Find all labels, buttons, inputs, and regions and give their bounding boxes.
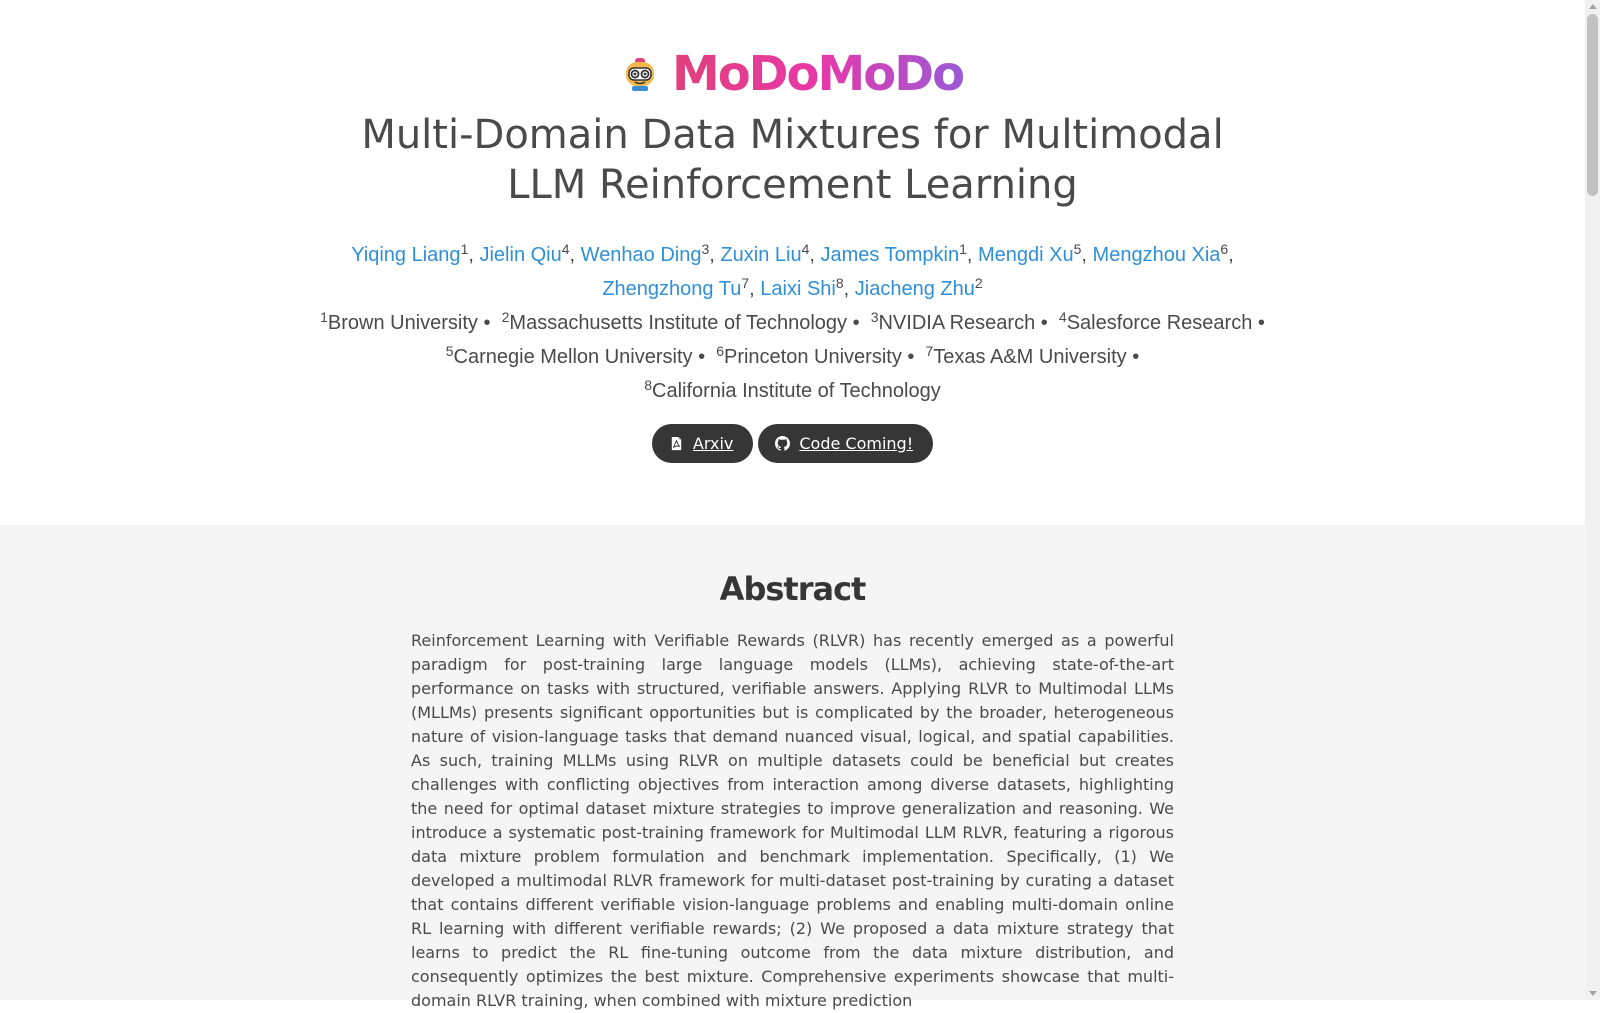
author-link[interactable]: Jiacheng Zhu (854, 278, 975, 300)
author-affiliation: 2 (974, 275, 983, 291)
arxiv-button-label: Arxiv (692, 434, 734, 453)
affiliation-number: 8 (644, 377, 653, 393)
affiliation-name: Princeton University (723, 346, 902, 368)
affiliation-number: 2 (501, 309, 510, 325)
affiliation-number: 5 (445, 343, 454, 359)
affiliation-name: Massachusetts Institute of Technology (509, 312, 848, 334)
abstract-section (0, 525, 1585, 1010)
author-affiliation: 1 (959, 241, 967, 257)
affiliation-name: Carnegie Mellon University (453, 346, 693, 368)
author-affiliation: 5 (1073, 241, 1082, 257)
author-link[interactable]: James Tompkin (820, 244, 960, 266)
abstract-heading: Abstract (719, 570, 866, 608)
author-item: Yiqing Liang$^1$, (351, 241, 480, 266)
arxiv-button[interactable] (652, 424, 753, 463)
code-button[interactable] (758, 424, 933, 463)
code-button-label: Code Coming! (799, 434, 914, 453)
author-item: Laixi Shi$^8$, (760, 275, 855, 300)
author-affiliation: 8 (835, 275, 844, 291)
affiliation-name: NVIDIA Research (878, 312, 1036, 334)
affiliation-name: Brown University (327, 312, 478, 334)
affiliation-number: 3 (870, 309, 879, 325)
author-item: Jielin Qiu$^4$, (479, 241, 581, 266)
affiliation-name: Texas A&M University (933, 346, 1127, 368)
affiliation-item: $^7$Texas A&M University • (925, 343, 1140, 368)
page-title: Multi-Domain Data Mixtures for Multimodal LLM Reinforcement Learning (361, 112, 1224, 208)
vertical-scrollbar[interactable] (1585, 0, 1600, 1000)
affiliation-item: $^2$Massachusetts Institute of Technology • (501, 309, 871, 334)
logo-text: MoDoMoDo (671, 46, 964, 102)
author-item: Zuxin Liu$^4$, (720, 241, 821, 266)
affiliation-number: 1 (320, 309, 328, 325)
author-link[interactable]: Laixi Shi (760, 278, 836, 300)
author-link[interactable]: Mengdi Xu (978, 244, 1074, 266)
author-link[interactable]: Yiqing Liang (351, 244, 461, 266)
author-affiliation: 7 (741, 275, 750, 291)
logo (0, 48, 1585, 100)
author-affiliation: 4 (801, 241, 810, 257)
author-affiliation: 3 (701, 241, 710, 257)
author-link[interactable]: Jielin Qiu (479, 244, 562, 266)
author-item (854, 275, 983, 300)
affiliation-number: 7 (925, 343, 934, 359)
affiliation-item: $^1$Brown University • (320, 309, 502, 334)
author-affiliation: 4 (561, 241, 570, 257)
scroll-up-arrow-icon[interactable] (1589, 4, 1597, 9)
author-link[interactable]: Wenhao Ding (580, 244, 702, 266)
scroll-down-arrow-icon[interactable] (1589, 991, 1597, 996)
author-item: Wenhao Ding$^3$, (580, 241, 721, 266)
file-pdf-icon (669, 436, 684, 451)
affiliation-number: 4 (1058, 309, 1067, 325)
affiliation-name: California Institute of Technology (652, 380, 941, 402)
author-link[interactable]: Zhengzhong Tu (602, 278, 742, 300)
author-link[interactable]: Zuxin Liu (720, 244, 802, 266)
abstract-text: Reinforcement Learning with Verifiable Rewards (RLVR) has recently emerged as a powerful paradigm for post-training large language models (LLMs), achieving state-of-the-art performance on tasks with structured, verifiable answers. Applying RLVR to Multimodal LLMs (MLLMs) presents significant opportunities but is complicated by the broader, heterogeneous nature of vision-language tasks that demand nuanced visual, logical, and spatial capabilities. As such, training MLLMs using RLVR on multiple datasets could be beneficial but creates challenges with conflicting objectives from interaction among diverse datasets, highlighting the need for optimal dataset mixture strategies to improve generalization and reasoning. We introduce a systematic post-training framework for Multimodal LLM RLVR, featuring a rigorous data mixture problem formulation and benchmark implementation. Specifically, (1) We developed a multimodal RLVR framework for multi-dataset post-training by curating a dataset that contains different verifiable vision-language problems and enabling multi-domain online RL learning with different verifiable rewards; (2) We proposed a data mixture strategy that learns to predict the RL fine-tuning outcome from the data mixture distribution, and consequently optimizes the best mixture. Comprehensive experiments showcase that multi-domain RLVR training, when combined with mixture prediction (411, 631, 1174, 1010)
author-item: Zhengzhong Tu$^7$, (602, 275, 761, 300)
github-icon (775, 436, 790, 451)
affiliation-item: $^6$Princeton University • (716, 343, 926, 368)
scrollbar-thumb[interactable] (1587, 14, 1598, 196)
affiliation-item: $^3$NVIDIA Research • (870, 309, 1059, 334)
affiliation-item: $^4$Salesforce Research • (1058, 309, 1265, 334)
affiliation-item (644, 377, 941, 402)
author-item: Mengdi Xu$^5$, (978, 241, 1093, 266)
author-item: Mengzhou Xia$^6$, (1092, 241, 1234, 266)
author-list (293, 238, 1293, 306)
affiliation-number: 6 (716, 343, 724, 359)
affiliation-item: $^5$Carnegie Mellon University • (445, 343, 717, 368)
robot-mascot-icon (622, 56, 658, 92)
author-item: James Tompkin$^1$, (820, 241, 978, 266)
affiliation-list (293, 306, 1293, 408)
author-affiliation: 6 (1220, 241, 1229, 257)
author-affiliation: 1 (460, 241, 469, 257)
link-buttons (0, 424, 1585, 463)
affiliation-name: Salesforce Research (1066, 312, 1253, 334)
author-link[interactable]: Mengzhou Xia (1092, 244, 1221, 266)
